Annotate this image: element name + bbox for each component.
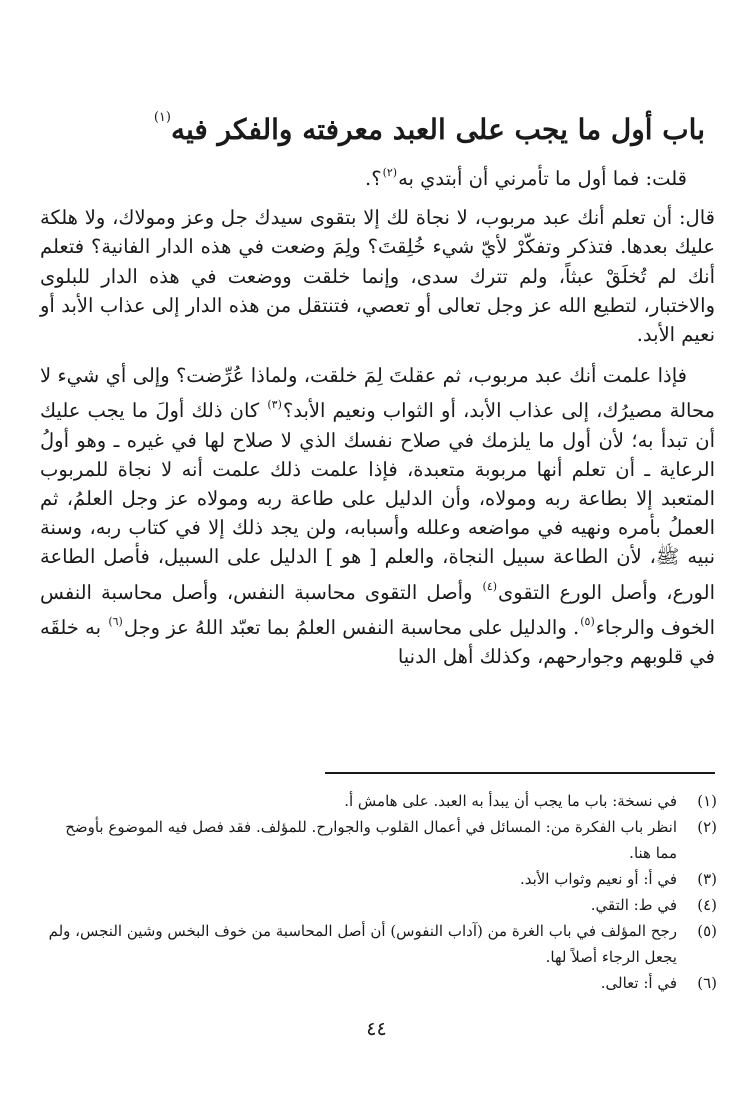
footnote-marker-2: (٢)	[382, 166, 398, 179]
footnote-text: رجح المؤلف في باب الغرة من (آداب النفوس) أن أصل المحاسبة من خوف البخس وشين النجس، ولم يجعل الرجاء أصلاً لها.	[48, 922, 677, 966]
footnote-marker-6: (٦)	[108, 614, 123, 628]
question-text: قلت: فما أول ما تأمرني أن أبتدي به	[398, 167, 687, 190]
footnote-text: في أ: تعالى.	[600, 974, 677, 992]
footnote-separator	[325, 772, 715, 774]
footnote-marker-4: (٤)	[482, 579, 498, 593]
footnote-text: في نسخة: باب ما يجب أن يبدأ به العبد. على هامش أ.	[344, 792, 677, 810]
footnote-number: (٤)	[697, 896, 717, 914]
footnote-number: (١)	[697, 792, 717, 810]
chapter-title	[65, 98, 705, 150]
footnote-item	[40, 970, 717, 996]
main-text-part-3: وأصل التقوى محاسبة النفس، وأصل محاسبة النفس الخوف والرجاء	[40, 580, 715, 639]
footnote-number: (٦)	[697, 974, 717, 992]
main-text-part-2: كان ذلك أولَ ما يجب عليك أن تبدأ به؛ لأن أول ما يلزمك في صلاح نفسك الذي لا صلاح لها في غيره ـ وهو أولُ الرعاية ـ أن تعلم أنها مربوبة متعبدة، فإذا علمت ذلك علمت أنه لا نجاة للمربوب المتعبد إلا بطاعة ربه ومولاه، وأن الدليل على طاعة ربه ومولاه عز وجل العلمُ، ثم العملُ بأمره ونهيه في مواضعه وعلله وأسبابه، ولن يجد ذلك إلا في كتاب ربه، وسنة نبيه ﷺ، لأن الطاعة سبيل النجاة، والعلم [ هو ] الدليل على السبيل، فأصل الطاعة الورع، وأصل الورع التقوى	[40, 399, 715, 604]
footnote-marker-3: (٣)	[267, 398, 282, 412]
footnote-number: (٢)	[697, 818, 717, 836]
footnote-item	[40, 866, 717, 892]
footnote-number: (٣)	[697, 870, 717, 888]
footnote-item	[40, 918, 717, 970]
footnotes	[40, 788, 717, 996]
footnote-text: في ط: التقي.	[590, 896, 677, 914]
main-text-part-1: فإذا علمت أنك عبد مربوب، ثم عقلتَ لِمَ خلقت، ولماذا عُرِّضت؟ وإلى أي شيء لا محالة مصيرُك، إلى عذاب الأبد، أو الثواب ونعيم الأبد؟	[40, 364, 715, 423]
footnote-text: في أ: أو نعيم وثواب الأبد.	[519, 870, 677, 888]
main-text-part-4: . والدليل على محاسبة النفس العلمُ بما تعبّد اللهُ عز وجل	[123, 615, 580, 639]
footnote-item	[40, 814, 717, 866]
chapter-title-text: باب أول ما يجب على العبد معرفته والفكر فيه	[170, 113, 705, 146]
title-footnote-marker: (١)	[153, 110, 171, 125]
main-text-part-5: به خلقَه في قلوبهم وجوارحهم، وكذلك أهل الدنيا	[40, 615, 715, 669]
question-paragraph	[40, 158, 715, 193]
question-end: ؟.	[365, 167, 382, 190]
page-number: ٤٤	[366, 1018, 387, 1040]
body-text	[40, 158, 715, 671]
footnote-item	[40, 892, 717, 918]
footnote-item	[40, 788, 717, 814]
answer-paragraph: قال: أن تعلم أنك عبد مربوب، لا نجاة لك إلا بتقوى سيدك جل وعز ومولاك، ولا هلكة عليك بعدها. فتذكر وتفكّرْ لأيّ شيء خُلِقتَ؟ ولِمَ وضعت في هذه الدار الفانية؟ فتعلم أنك لم تُخلَقْ عبثاً، ولم تترك سدى، وإنما خلقت ووضعت في هذه الدار للبلوى والاختبار، لتطيع الله عز وجل تعالى أو تعصي، فتنتقل من هذه الدار إلى عذاب الأبد أو نعيم الأبد.	[40, 206, 715, 347]
footnote-text: انظر باب الفكرة من: المسائل في أعمال القلوب والجوارح. للمؤلف. فقد فصل فيه الموضوع بأوضح مما هنا.	[65, 818, 677, 862]
footnote-marker-5: (٥)	[580, 614, 595, 628]
footnote-number: (٥)	[697, 922, 717, 940]
main-paragraph	[40, 361, 715, 671]
